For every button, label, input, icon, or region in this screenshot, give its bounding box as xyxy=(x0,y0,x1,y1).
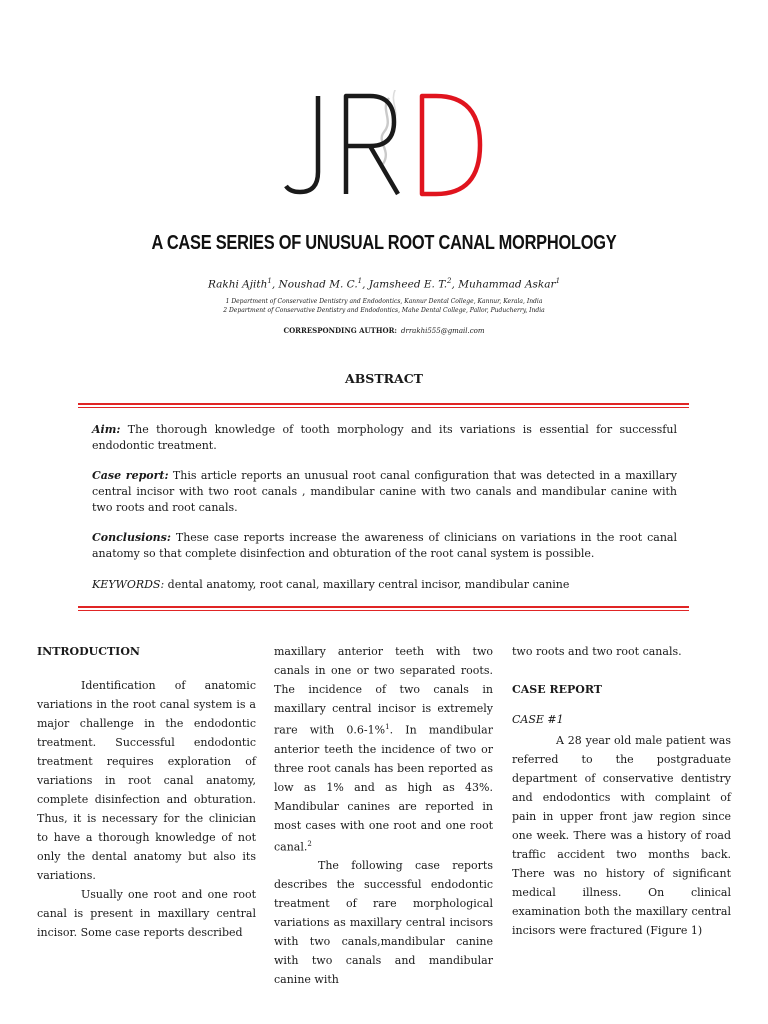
citation-1: 1 xyxy=(385,723,390,731)
journal-logo xyxy=(284,90,484,200)
author-affil-mark: 1 xyxy=(357,277,363,285)
abstract-top-rule xyxy=(78,403,689,408)
author-affil-mark: 2 xyxy=(447,277,452,285)
author-name: Jamsheed E. T. xyxy=(368,278,448,291)
citation-2: 2 xyxy=(307,839,312,848)
column-3-case xyxy=(512,731,731,940)
logo-letter-r xyxy=(346,96,398,194)
aim-label: Aim: xyxy=(92,423,121,436)
column-1 xyxy=(37,676,256,942)
keywords-label: KEYWORDS: xyxy=(92,578,165,591)
conclusions-label: Conclusions: xyxy=(92,531,171,544)
introduction-heading: INTRODUCTION xyxy=(37,645,140,658)
author-list: Rakhi Ajith$^1$, Noushad M. C.$^1$, Jamsheed E. T.$^2$, Muhammad Askar$^1$ xyxy=(207,277,561,291)
author-name: Muhammad Askar xyxy=(458,278,556,291)
logo-letter-j xyxy=(286,96,318,192)
case-report-heading: CASE REPORT xyxy=(512,683,602,696)
intro-paragraph-1: Identification of anatomic variations in the root canal system is a major challenge in the endodontic treatment. Successful endodontic treatment requires exploration of variations in root canal anatomy, complete disinfection and obturation. Thus, it is necessary for the clinician to have a thorough knowledge of not only the dental anatomy but also its variations. xyxy=(37,679,256,882)
intro-paragraph-5: two roots and two root canals. xyxy=(512,645,682,658)
author-name: Rakhi Ajith xyxy=(207,278,268,291)
intro-paragraph-2: Usually one root and one root canal is present in maxillary central incisor. Some case reports described xyxy=(37,888,256,939)
case-1-paragraph: A 28 year old male patient was referred to the postgraduate department of conservative dentistry and endodontics with complaint of pain in upper front jaw region since one week. There was a history of road traffic accident two months back. There was no history of significant medical illness. On clinical examination both the maxillary central incisors were fractured (Figure 1) xyxy=(512,734,731,937)
case-1-label: CASE #1 xyxy=(512,713,564,726)
intro-paragraph-3 xyxy=(274,642,493,856)
article-title: A CASE SERIES OF UNUSUAL ROOT CANAL MORPHOLOGY xyxy=(151,232,617,254)
abstract-case-report xyxy=(92,468,677,516)
intro-p3-part-a: maxillary anterior teeth with two canals in one or two separated roots. The incidence of two canals in maxillary central incisor is extremely rare with 0.6-1% xyxy=(274,645,493,737)
column-2 xyxy=(274,642,493,989)
column-3-top xyxy=(512,642,731,661)
corresponding-label: CORRESPONDING AUTHOR: xyxy=(283,326,397,335)
conclusions-text: These case reports increase the awareness of clinicians on variations in the root canal anatomy so that complete disinfection and obturation of the root canal system is possible. xyxy=(92,531,677,560)
logo-letter-d xyxy=(422,96,480,194)
case-report-label: Case report: xyxy=(92,469,169,482)
abstract-conclusions xyxy=(92,530,677,562)
jrd-logo-graphic xyxy=(284,90,484,200)
author-affil-mark: 1 xyxy=(267,277,272,285)
affiliation-2: 2 Department of Conservative Dentistry and Endodontics, Mahe Dental College, Pallor, Puducherry, India xyxy=(223,307,545,314)
author-name: Noushad M. C. xyxy=(278,278,358,291)
abstract-heading: ABSTRACT xyxy=(345,371,423,386)
intro-p3-part-b: . In mandibular anterior teeth the incidence of two or three root canals has been reported as low as 1% and as high as 43%. Mandibular canines are reported in most cases with one root and one root canal. xyxy=(274,723,493,854)
affiliation-1: 1 Department of Conservative Dentistry and Endodontics, Kannur Dental College, Kannur, Kerala, India xyxy=(225,298,543,305)
case-report-text: This article reports an unusual root canal configuration that was detected in a maxillary central incisor with two root canals , mandibular canine with two canals and mandibular canine with two roots and root canals. xyxy=(92,469,677,514)
aim-text: The thorough knowledge of tooth morphology and its variations is essential for successful endodontic treatment. xyxy=(92,423,677,452)
keywords-text: dental anatomy, root canal, maxillary central incisor, mandibular canine xyxy=(164,578,570,591)
abstract-keywords xyxy=(92,577,677,593)
corresponding-email[interactable]: drrakhi555@gmail.com xyxy=(401,327,485,335)
author-affil-mark: 1 xyxy=(555,277,561,285)
abstract-bottom-rule xyxy=(78,606,689,611)
abstract-aim xyxy=(92,422,677,454)
logo-smoke xyxy=(382,98,389,164)
corresponding-author xyxy=(0,326,768,335)
intro-paragraph-4: The following case reports describes the successful endodontic treatment of rare morphological variations as maxillary central incisors with two canals,mandibular canine with two canals and mandibular canine with xyxy=(274,859,493,987)
